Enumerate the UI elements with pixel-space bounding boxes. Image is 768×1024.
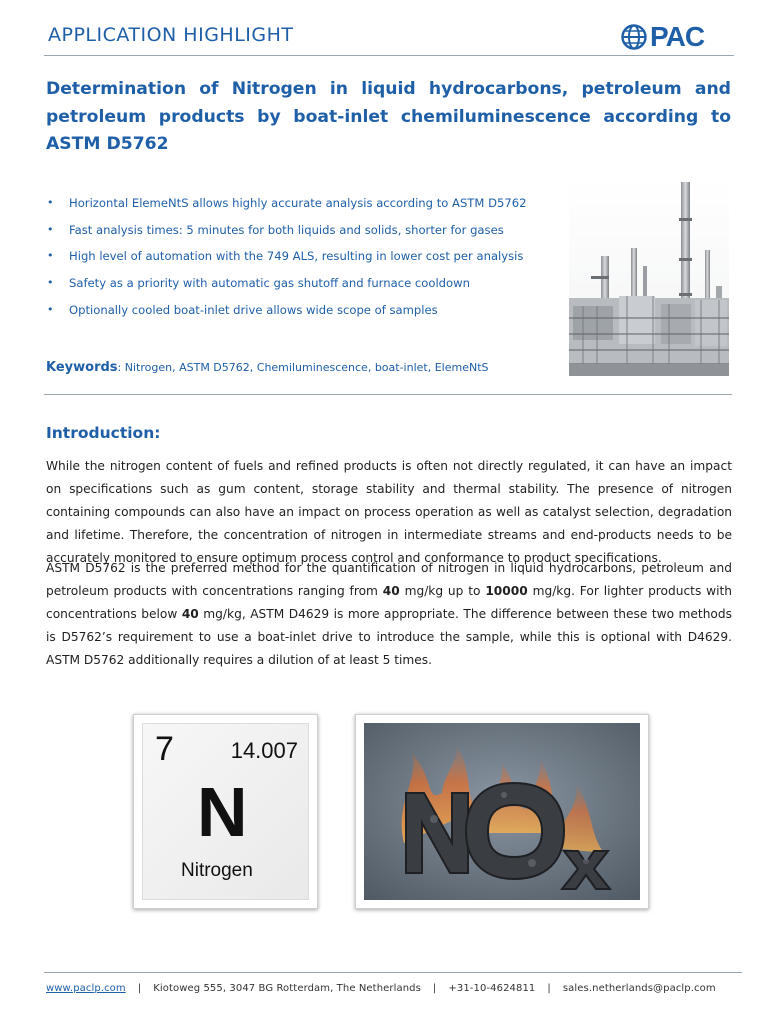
section-label: APPLICATION HIGHLIGHT: [48, 24, 294, 46]
bullet-text: Horizontal ElemeNtS allows highly accurate analysis according to ASTM D5762: [69, 196, 527, 210]
footer-separator: |: [432, 983, 437, 994]
element-name: Nitrogen: [181, 860, 253, 881]
list-item: [46, 220, 571, 247]
atomic-number: 7: [155, 730, 174, 768]
bullet-text: High level of automation with the 749 ALS, resulting in lower cost per analysis: [69, 249, 524, 264]
footer-separator: |: [137, 983, 142, 994]
bullet-icon: •: [47, 302, 54, 316]
nox-flame-picture: [364, 723, 640, 900]
footer-divider: [44, 972, 742, 973]
footer-phone: +31-10-4624811: [448, 983, 536, 994]
refinery-image: [569, 178, 729, 376]
header-divider: [44, 55, 734, 56]
element-symbol: N: [197, 773, 248, 851]
atomic-mass: 14.007: [230, 738, 298, 763]
footer-separator: |: [547, 983, 551, 994]
nox-image: [355, 714, 649, 909]
nitrogen-element-image: [133, 714, 318, 909]
logo-text: PAC: [650, 21, 705, 52]
keywords-text: Nitrogen, ASTM D5762, Chemiluminescence, boat-inlet, ElemeNtS: [124, 361, 489, 374]
pac-logo: [621, 22, 733, 52]
globe-icon: [621, 24, 647, 50]
list-item: [46, 273, 571, 300]
bullet-icon: •: [47, 222, 54, 236]
section-divider: [44, 394, 732, 395]
keywords-label: Keywords: [46, 360, 118, 375]
footer-address: Kiotoweg 555, 3047 BG Rotterdam, The Netherlands: [153, 983, 421, 994]
bullet-text: Fast analysis times: 5 minutes for both liquids and solids, shorter for gases: [69, 222, 504, 237]
document-title: Determination of Nitrogen in liquid hydrocarbons, petroleum and petroleum products by boat-inlet chemiluminescence according to ASTM D5762: [46, 79, 731, 154]
bullet-icon: •: [47, 276, 54, 290]
introduction-paragraph-2: ASTM D5762 is the preferred method for the quantification of nitrogen in liquid hydrocarbons, petroleum and petroleum products with concentrations ranging from 40 mg/kg up to 10000 mg/kg. For lighter products with concentrations below 40 mg/kg, ASTM D4629 is more appropriate. The difference between these two methods is D5762’s requirement to use a boat-inlet drive to introduce the sample, while this is optional with D4629. ASTM D5762 additionally requires a dilution of at least 5 times.: [46, 561, 732, 667]
footer-email: sales.netherlands@paclp.com: [562, 983, 716, 994]
list-item: [46, 246, 571, 273]
bullet-icon: •: [47, 249, 54, 263]
footer: [46, 983, 746, 994]
element-tile: [142, 723, 309, 900]
bullet-icon: •: [47, 196, 54, 209]
bullet-text: Safety as a priority with automatic gas shutoff and furnace cooldown: [69, 276, 470, 291]
bullet-text: Optionally cooled boat-inlet drive allows wide scope of samples: [69, 302, 438, 317]
highlights-list: [46, 193, 571, 326]
keywords: [46, 360, 489, 375]
list-item: [46, 193, 571, 220]
website-link[interactable]: www.paclp.com: [46, 983, 126, 994]
introduction-paragraph-1: While the nitrogen content of fuels and refined products is often not directly regulated, it can have an impact on specifications such as gum content, storage stability and thermal stability. The presence of nitrogen containing compounds can also have an impact on process operation as well as catalyst selection, degradation and lifetime. Therefore, the concentration of nitrogen in intermediate streams and end-products needs to be accurately monitored to ensure optimum process control and conformance to product specifications.: [46, 459, 732, 565]
list-item: [46, 300, 571, 327]
introduction-heading: Introduction:: [46, 424, 161, 442]
keywords-colon: :: [117, 361, 122, 374]
